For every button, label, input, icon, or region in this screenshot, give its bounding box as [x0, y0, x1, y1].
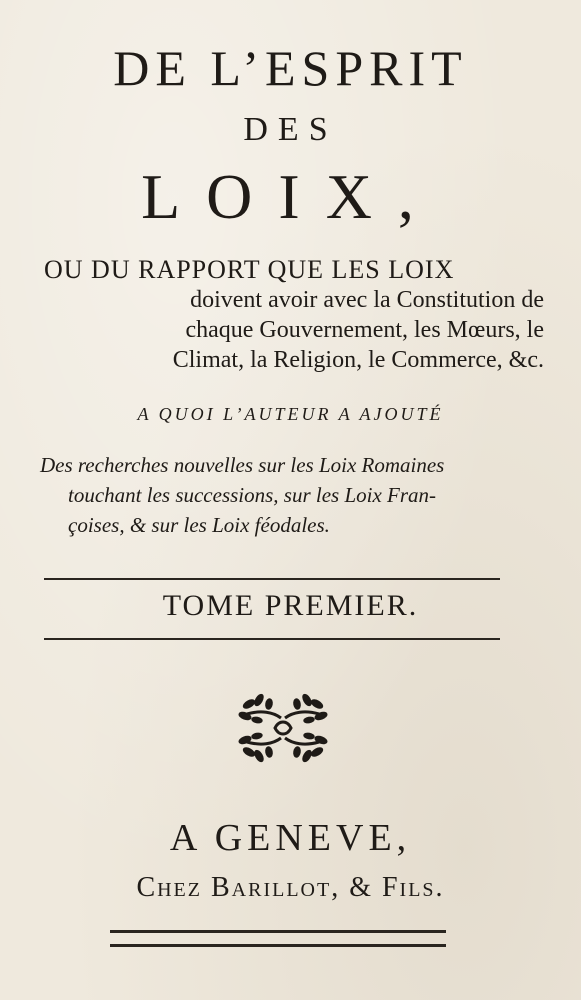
bottom-rule-2	[110, 944, 446, 947]
subtitle-line-4: Climat, la Religion, le Commerce, &c.	[172, 347, 544, 373]
research-line-3: çoises, & sur les Loix féodales.	[68, 513, 330, 537]
rule-bottom	[44, 638, 500, 640]
author-addition-line: A QUOI L’AUTEUR A AJOUTÉ	[137, 404, 444, 424]
subtitle-line-2: doivent avoir avec la Constitution de	[190, 287, 544, 313]
volume-label: TOME PREMIER.	[162, 589, 419, 622]
rule-top	[44, 578, 500, 580]
subtitle-block	[44, 255, 544, 375]
research-line-1: Des recherches nouvelles sur les Loix Romaines	[40, 453, 445, 477]
research-block	[40, 450, 546, 540]
research-line-2: touchant les successions, sur les Loix Fran-	[68, 483, 437, 507]
title-line-3: LOIX,	[141, 161, 440, 232]
title-line-1: DE L’ESPRIT	[113, 40, 468, 96]
imprint-place: A GENEVE,	[169, 817, 412, 859]
title-line-2: DES	[243, 111, 338, 148]
subtitle-line-1: OU DU RAPPORT QUE LES LOIX	[44, 255, 455, 284]
floral-fleuron-icon	[235, 690, 331, 766]
imprint-publisher: Chez Barillot, & Fils.	[136, 872, 445, 903]
bottom-rule-1	[110, 930, 446, 933]
subtitle-line-3: chaque Gouvernement, les Mœurs, le	[185, 317, 544, 343]
